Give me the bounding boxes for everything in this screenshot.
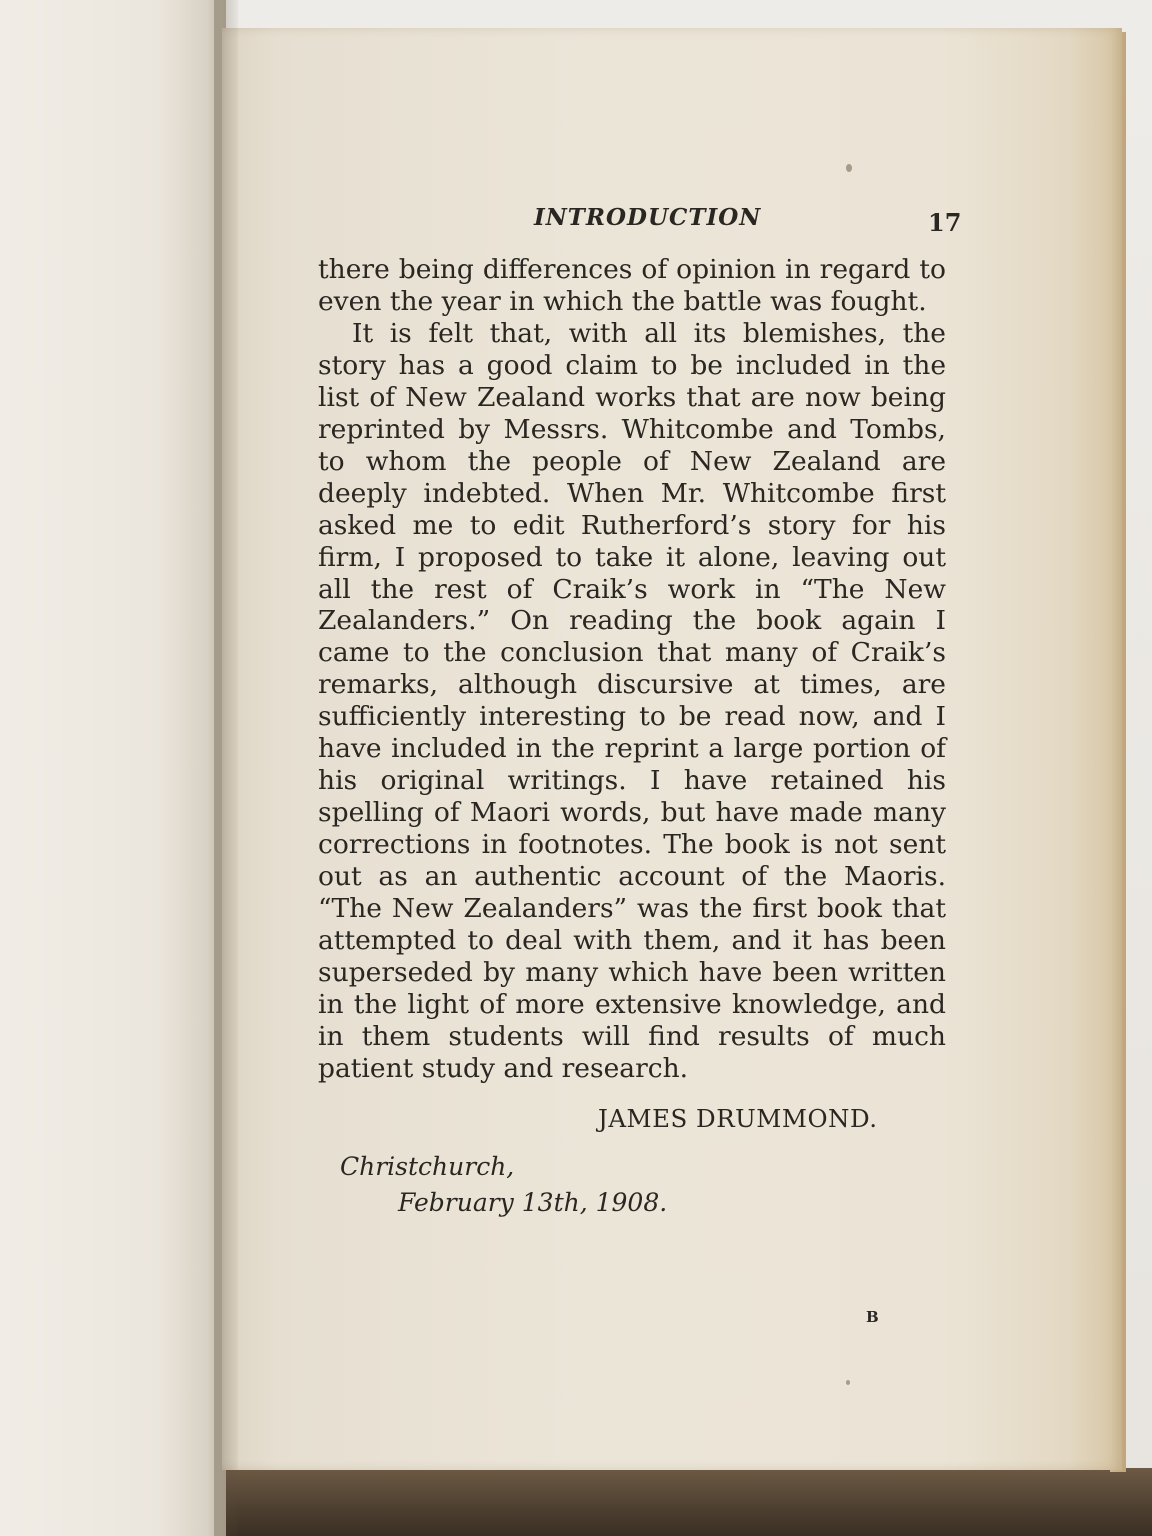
running-head: INTRODUCTION (534, 204, 762, 231)
body-text (318, 254, 946, 1085)
gutter-shadow (214, 0, 238, 1536)
page-number: 17 (928, 208, 962, 237)
paragraph: It is felt that, with all its blemishes, the story has a good claim to be included in the list of New Zealand works that are now being reprinted by Messrs. Whitcombe and Tombs, to whom the people of New Zealand are deeply indebted. When Mr. Whitcombe first asked me to edit Rutherford’s story for his firm, I proposed to take it alone, leaving out all the rest of Craik’s work in “The New Zealanders.” On reading the book again I came to the conclusion that many of Craik’s remarks, although discursive at times, are sufficiently interesting to be read now, and I have included in the reprint a large portion of his original writings. I have retained his spelling of Maori words, but have made many corrections in footnotes. The book is not sent out as an authentic account of the Maoris. “The New Zealanders” was the first book that attempted to deal with them, and it has been superseded by many which have been written in the light of more extensive knowledge, and in them students will find results of much patient study and research. (318, 317, 946, 1084)
date-line: February 13th, 1908. (398, 1188, 668, 1217)
paper-speck (846, 1380, 850, 1385)
signature-mark: B (866, 1308, 879, 1326)
left-page-edge (0, 0, 226, 1536)
paper-speck (846, 164, 852, 172)
place-line: Christchurch, (340, 1152, 515, 1181)
author-signature: JAMES DRUMMOND. (598, 1104, 878, 1133)
book-cover-edge (226, 1468, 1152, 1536)
paragraph: there being differences of opinion in regard to even the year in which the battle was fought. (318, 254, 946, 317)
